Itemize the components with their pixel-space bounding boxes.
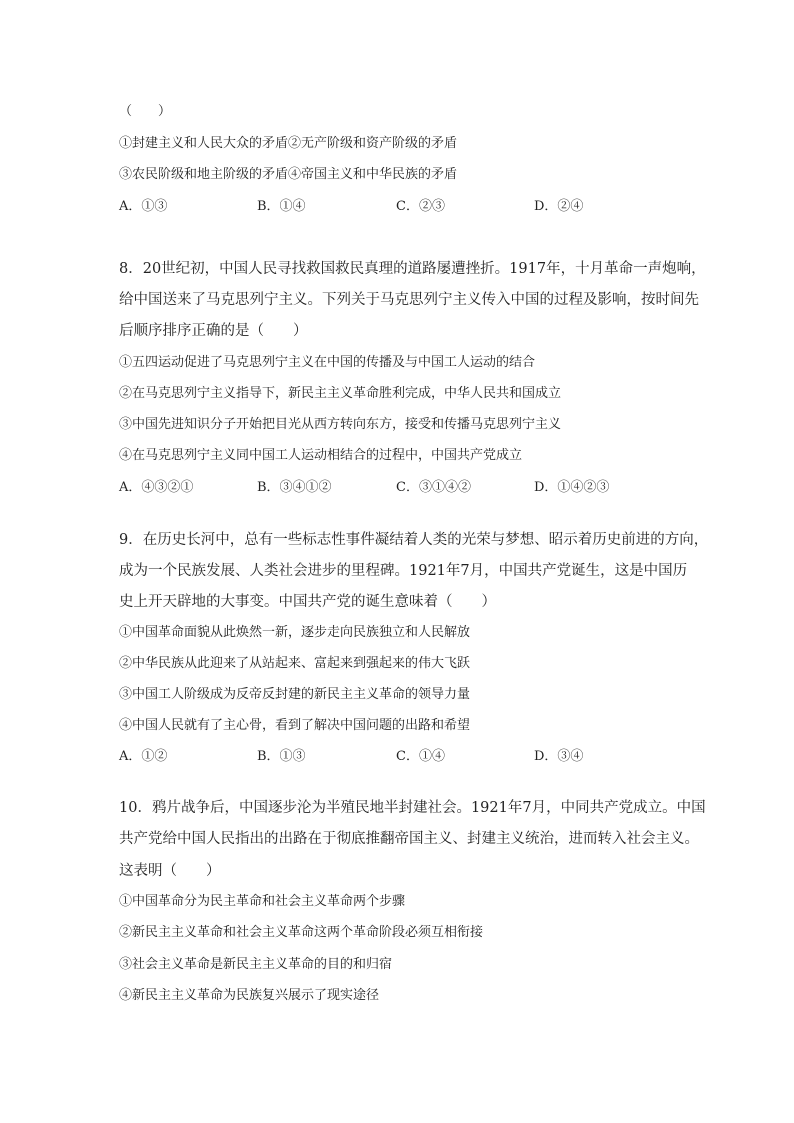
answer-paren: （ ） [119,104,172,119]
statement-item: ①五四运动促进了马克思列宁主义在中国的传播及与中国工人运动的结合 [119,355,536,370]
question-stem: 给中国送来了马克思列宁主义。下列关于马克思列宁主义传入中国的过程及影响，按时间先 [119,292,699,308]
option-b[interactable]: B．①③ [257,749,306,764]
statement-item: ④新民主主义革命为民族复兴展示了现实途径 [119,988,380,1003]
option-c[interactable]: C．③①④② [396,480,471,495]
statement-item: ④在马克思列宁主义同中国工人运动相结合的过程中，中国共产党成立 [119,448,523,463]
statement-item: ①中国革命分为民主革命和社会主义革命两个步骤 [119,894,406,909]
statement-item: ②在马克思列宁主义指导下，新民主主义革命胜利完成，中华人民共和国成立 [119,386,562,401]
question-stem: 这表明（ ） [119,863,221,879]
option-d[interactable]: D．①④②③ [534,480,610,495]
option-b[interactable]: B．①④ [257,199,306,214]
question-stem: 史上开天辟地的大事变。中国共产党的诞生意味着（ ） [119,594,496,610]
option-d[interactable]: D．②④ [534,199,584,214]
option-c[interactable]: C．①④ [396,749,445,764]
statement-item: ①封建主义和人民大众的矛盾②无产阶级和资产阶级的矛盾 [119,136,458,151]
question-stem: 8．20世纪初，中国人民寻找救国救民真理的道路屡遭挫折。1917年，十月革命一声炮响， [119,261,706,277]
statement-item: ③农民阶级和地主阶级的矛盾④帝国主义和中华民族的矛盾 [119,167,458,182]
statement-item: ②中华民族从此迎来了从站起来、富起来到强起来的伟大飞跃 [119,656,471,671]
statement-item: ①中国革命面貌从此焕然一新，逐步走向民族独立和人民解放 [119,625,471,640]
option-b[interactable]: B．③④①② [257,480,332,495]
statement-item: ③中国先进知识分子开始把目光从西方转向东方，接受和传播马克思列宁主义 [119,417,562,432]
statement-item: ②新民主主义革命和社会主义革命这两个革命阶段必须互相衔接 [119,925,484,940]
question-stem: 10．鸦片战争后，中国逐步沦为半殖民地半封建社会。1921年7月，中同共产党成立。中国 [119,800,706,816]
statement-item: ④中国人民就有了主心骨，看到了解决中国问题的出路和希望 [119,718,471,733]
question-stem: 9．在历史长河中，总有一些标志性事件凝结着人类的光荣与梦想、昭示着历史前进的方向， [119,532,709,548]
option-c[interactable]: C．②③ [396,199,445,214]
option-a[interactable]: A．①③ [119,199,168,214]
question-stem: 成为一个民族发展、人类社会进步的里程碑。1921年7月，中国共产党诞生，这是中国历 [119,563,688,579]
option-a[interactable]: A．④③②① [119,480,194,495]
statement-item: ③中国工人阶级成为反帝反封建的新民主主义革命的领导力量 [119,687,471,702]
option-d[interactable]: D．③④ [534,749,584,764]
question-stem: 共产党给中国人民指出的出路在于彻底推翻帝国主义、封建主义统治，进而转入社会主义。 [119,831,699,847]
statement-item: ③社会主义革命是新民主主义革命的目的和归宿 [119,957,393,972]
option-a[interactable]: A．①② [119,749,168,764]
question-stem: 后顺序排序正确的是（ ） [119,323,308,339]
